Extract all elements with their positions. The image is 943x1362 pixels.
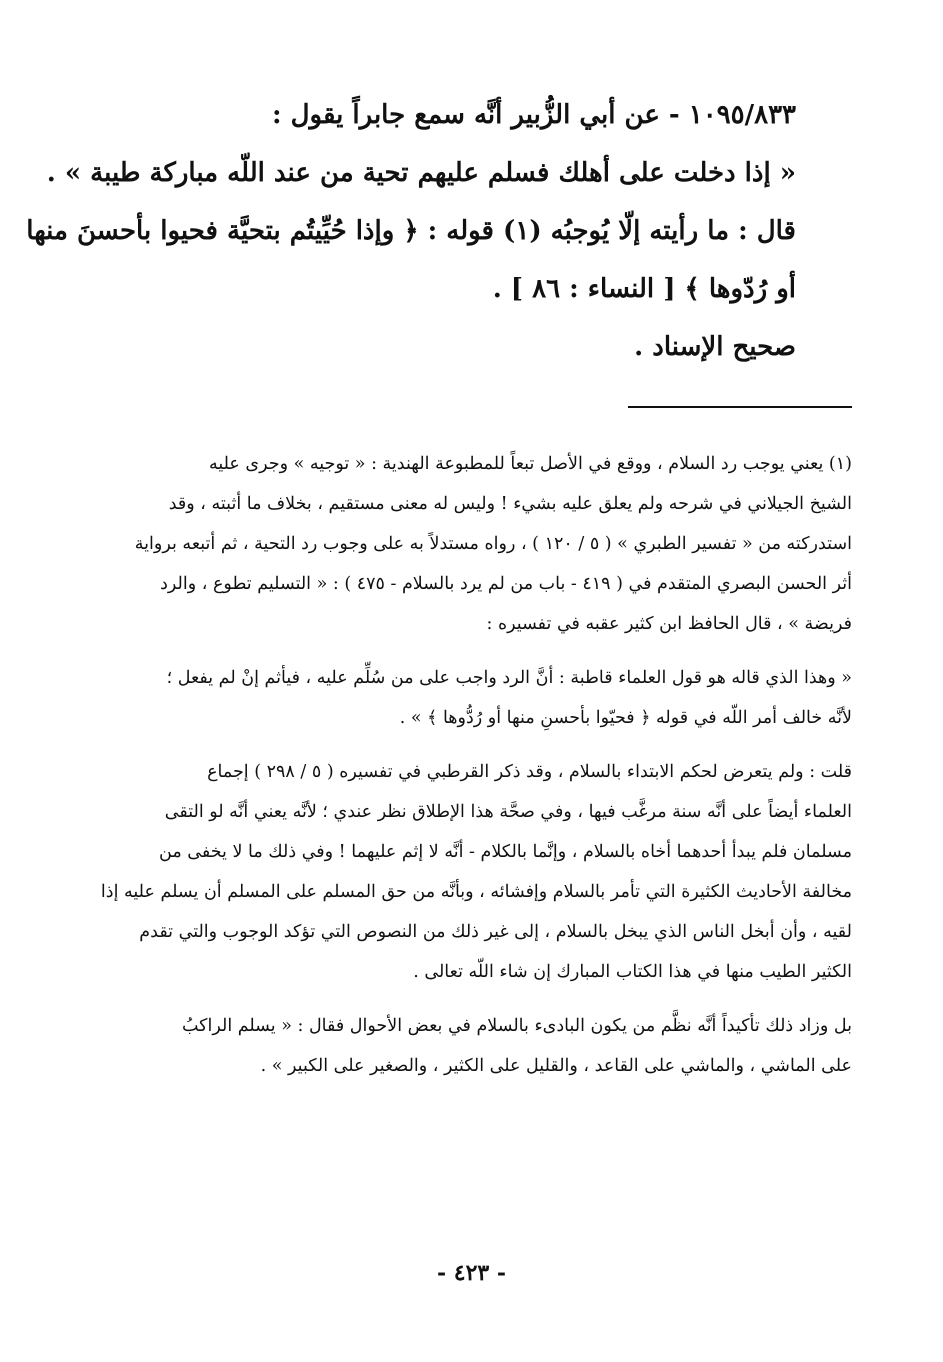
footnote-line: أثر الحسن البصري المتقدم في ( ٤١٩ - باب من لم يرد بالسلام - ٤٧٥ ) : « التسليم تطوع ، والرد [160, 574, 852, 594]
footnote-line: بل وزاد ذلك تأكيداً أنَّه نظَّم من يكون البادىء بالسلام في بعض الأحوال فقال : « يسلم الراكبُ [181, 1016, 852, 1036]
hadith-heading: ١٠٩٥/٨٣٣ - عن أبي الزُّبير أنَّه سمع جابراً يقول : [271, 100, 796, 130]
hadith-grading: صحيح الإسناد . [634, 332, 796, 362]
footnote-line: قلت : ولم يتعرض لحكم الابتداء بالسلام ، وقد ذكر القرطبي في تفسيره ( ٥ / ٢٩٨ ) إجماع [207, 762, 852, 782]
footnote-paragraph [82, 658, 852, 738]
footnote-line: لقيه ، وأن أبخل الناس الذي يبخل بالسلام ، إلى غير ذلك من النصوص التي تؤكد الوجوب والتي تقدم [139, 922, 852, 942]
footnote-paragraph [82, 752, 852, 992]
footnote [82, 444, 852, 1086]
footnote-line: مسلمان فلم يبدأ أحدهما أخاه بالسلام ، وإنَّما بالكلام - أنَّه لا إثم عليهما ! وفي ذلك ما لا يخفى من [159, 842, 852, 862]
footnote-line: الشيخ الجيلاني في شرحه ولم يعلق عليه بشيء ! وليس له معنى مستقيم ، بخلاف ما أثبته ، وقد [168, 494, 852, 514]
footnote-line: لأنَّه خالف أمر اللّه في قوله ﴿ فحيّوا بأحسنِ منها أو رُدُّوها ﴾ » . [399, 708, 852, 728]
footnote-line: « وهذا الذي قاله هو قول العلماء قاطبة : أنَّ الرد واجب على من سُلِّم عليه ، فيأثم إنْ لم يفعل ؛ [166, 668, 852, 688]
footnote-paragraph [82, 444, 852, 644]
footnote-line: العلماء أيضاً على أنَّه سنة مرغَّب فيها ، وفي صحَّة هذا الإطلاق نظر عندي ؛ لأنَّه يعني أنَّه لو التقى [164, 802, 852, 822]
footnote-line: مخالفة الأحاديث الكثيرة التي تأمر بالسلام وإفشائه ، وبأنَّه من حق المسلم على المسلم أن يسلم عليه إذا [100, 882, 852, 902]
footnote-line: فريضة » ، قال الحافظ ابن كثير عقبه في تفسيره : [486, 614, 852, 634]
page-number: - ٤٢٣ - [436, 1260, 507, 1286]
footnote-divider [628, 406, 852, 408]
hadith-matn: « إذا دخلت على أهلك فسلم عليهم تحية من عند اللّه مباركة طيبة » . [46, 158, 796, 188]
hadith-text [26, 86, 796, 376]
footnote-line: (١) يعني يوجب رد السلام ، ووقع في الأصل تبعاً للمطبوعة الهندية : « توجيه » وجرى عليه [208, 454, 852, 474]
footnote-line: الكثير الطيب منها في هذا الكتاب المبارك إن شاء اللّه تعالى . [413, 962, 852, 982]
footnote-paragraph [82, 1006, 852, 1086]
footnote-line: على الماشي ، والماشي على القاعد ، والقليل على الكثير ، والصغير على الكبير » . [260, 1056, 852, 1076]
hadith-comment-continued: أو رُدّوها ﴾ [ النساء : ٨٦ ] . [492, 274, 796, 304]
hadith-comment: قال : ما رأيته إلّا يُوجبُه (١) قوله : ﴿ وإذا حُيِّيتُم بتحيَّة فحيوا بأحسنَ منها [26, 216, 796, 246]
footnote-line: استدركته من « تفسير الطبري » ( ٥ / ١٢٠ ) ، رواه مستدلاً به على وجوب رد التحية ، ثم أتبعه برواية [134, 534, 852, 554]
